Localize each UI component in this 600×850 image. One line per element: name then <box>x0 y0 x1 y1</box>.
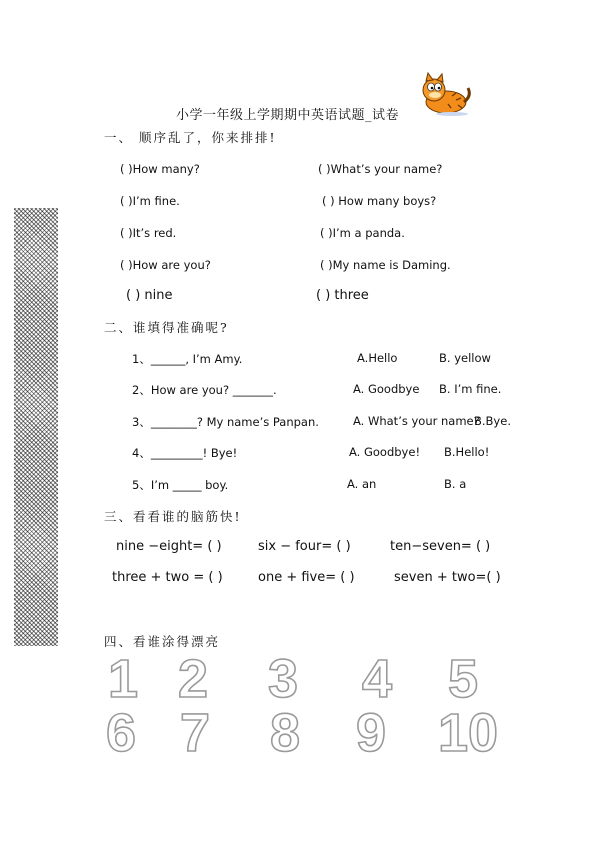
outline-digit-3: 3 <box>268 649 299 709</box>
s1-extra-right: ( ) three <box>316 288 369 303</box>
s1-left-1: ( )How many? <box>120 162 200 176</box>
math-row1-col1: nine −eight= ( ) <box>116 539 222 554</box>
hatched-margin-strip <box>14 208 58 646</box>
s2-q5-option-a: A. an <box>347 477 377 491</box>
section-2-heading: 二、谁填得准确呢? <box>104 320 229 335</box>
s2-q2: 2、How are you? _______. <box>132 383 277 397</box>
page-title: 小学一年级上学期期中英语试题_试卷 <box>176 108 400 123</box>
section-1-heading: 一、 顺序乱了，你来排排! <box>104 130 277 145</box>
outline-digit-1: 1 <box>108 649 139 709</box>
s2-q4: 4、_________! Bye! <box>132 446 238 460</box>
s1-left-4: ( )How are you? <box>120 258 211 272</box>
s2-q3-option-b: B.Bye. <box>474 414 511 428</box>
s1-left-3: ( )It’s red. <box>120 226 177 240</box>
math-row1-col2: six − four= ( ) <box>258 539 351 554</box>
math-row2-col3: seven + two=( ) <box>394 570 501 585</box>
outline-digit-7: 7 <box>180 703 211 763</box>
s2-q1-option-a: A.Hello <box>357 351 398 365</box>
s1-right-1: ( )What’s your name? <box>318 162 443 176</box>
s2-q1: 1、______, I’m Amy. <box>132 352 243 366</box>
section-4-heading: 四、看谁涂得漂亮 <box>104 634 221 649</box>
s2-q1-option-b: B. yellow <box>439 351 491 365</box>
s2-q4-option-b: B.Hello! <box>444 445 490 459</box>
outline-digit-8: 8 <box>270 703 301 763</box>
outline-digit-9: 9 <box>356 703 387 763</box>
outline-digit-2: 2 <box>178 649 209 709</box>
s2-q4-option-a: A. Goodbye! <box>349 445 421 459</box>
s2-q5-option-b: B. a <box>444 477 467 491</box>
s1-right-2: ( ) How many boys? <box>322 194 437 208</box>
s1-left-2: ( )I’m fine. <box>120 194 180 208</box>
s2-q3: 3、________? My name’s Panpan. <box>132 415 319 429</box>
s2-q5: 5、I’m _____ boy. <box>132 478 229 492</box>
s1-extra-left: ( ) nine <box>126 288 173 303</box>
outline-digit-4: 4 <box>362 649 393 709</box>
section-3-heading: 三、看看谁的脑筋快! <box>104 509 242 524</box>
s2-q3-option-a: A. What’s your name? <box>353 414 480 428</box>
math-row2-col1: three + two = ( ) <box>112 570 223 585</box>
outline-digit-5: 5 <box>448 649 479 709</box>
s1-right-3: ( )I’m a panda. <box>320 226 405 240</box>
math-row1-col3: ten−seven= ( ) <box>390 539 491 554</box>
math-row2-col2: one + five= ( ) <box>258 570 355 585</box>
s2-q2-option-a: A. Goodbye <box>353 382 420 396</box>
outline-digit-10: 10 <box>438 703 499 763</box>
outline-digit-6: 6 <box>106 703 137 763</box>
garfield-cat-icon <box>412 72 472 118</box>
s1-right-4: ( )My name is Daming. <box>320 258 451 272</box>
s2-q2-option-b: B. I’m fine. <box>439 382 502 396</box>
